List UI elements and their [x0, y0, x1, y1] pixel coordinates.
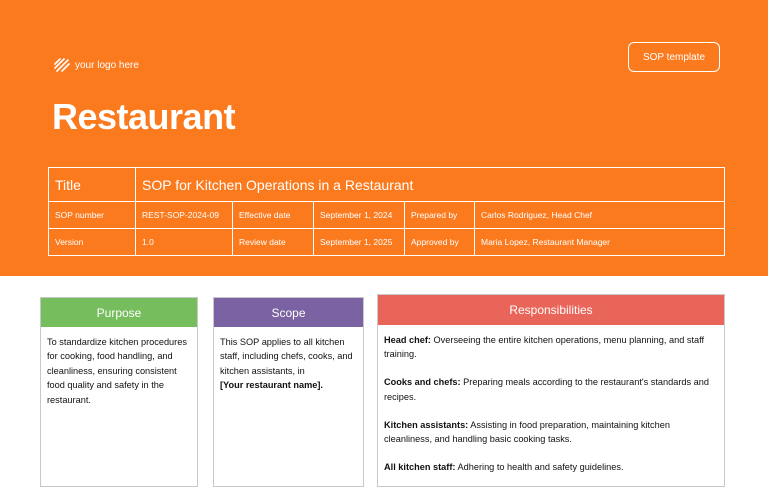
- sop-number-value: REST-SOP-2024-09: [136, 202, 233, 229]
- role-description: Overseeing the entire kitchen operations, menu planning, and staff training.: [384, 335, 705, 360]
- role-description: Assisting in food preparation, maintaining kitchen cleanliness, and handling basic cooking tasks.: [384, 419, 670, 445]
- role-label: Cooks and chefs:: [384, 377, 461, 388]
- list-item: [384, 418, 718, 447]
- logo-stripes-icon: [54, 58, 70, 72]
- list-item: [384, 460, 718, 474]
- list-item: [384, 375, 718, 404]
- purpose-text: To standardize kitchen procedures for cooking, food handling, and cleanliness, ensuring consistent food quality and safety in the restaurant.: [47, 337, 187, 405]
- version-label: Version: [49, 229, 136, 256]
- responsibilities-heading: Responsibilities: [378, 295, 724, 325]
- review-date-label: Review date: [233, 229, 314, 256]
- responsibilities-list: [378, 325, 724, 494]
- title-label: Title: [49, 168, 136, 202]
- responsibilities-card: [377, 294, 725, 487]
- role-label: Kitchen assistants:: [384, 419, 469, 430]
- prepared-by-value: Carlos Rodriguez, Head Chef: [475, 202, 725, 229]
- prepared-by-label: Prepared by: [405, 202, 475, 229]
- purpose-card: [40, 297, 198, 487]
- version-value: 1.0: [136, 229, 233, 256]
- list-item: [384, 333, 718, 362]
- role-description: Adhering to health and safety guidelines.: [455, 461, 624, 472]
- role-label: All kitchen staff:: [384, 461, 456, 472]
- approved-by-value: Maria Lopez, Restaurant Manager: [475, 229, 725, 256]
- review-date-value: September 1, 2025: [314, 229, 405, 256]
- page-title: Restaurant: [52, 96, 236, 137]
- logo: [54, 57, 139, 73]
- scope-card: [213, 297, 364, 487]
- scope-body: [214, 327, 363, 401]
- approved-by-label: Approved by: [405, 229, 475, 256]
- sop-number-label: SOP number: [49, 202, 136, 229]
- scope-suffix: .: [320, 380, 323, 391]
- sop-info-table: [48, 167, 725, 256]
- role-description: Preparing meals according to the restaurant's standards and recipes.: [384, 377, 710, 402]
- effective-date-value: September 1, 2024: [314, 202, 405, 229]
- role-label: Head chef:: [384, 335, 431, 345]
- effective-date-label: Effective date: [233, 202, 314, 229]
- scope-text: This SOP applies to all kitchen staff, including chefs, cooks, and kitchen assistants, in: [220, 337, 353, 376]
- scope-restaurant-placeholder: [Your restaurant name]: [220, 380, 321, 391]
- sop-template-badge: SOP template: [628, 42, 720, 72]
- title-value: SOP for Kitchen Operations in a Restaurant: [136, 168, 725, 202]
- scope-heading: Scope: [214, 298, 363, 327]
- purpose-heading: Purpose: [41, 298, 197, 327]
- logo-text: your logo here: [75, 59, 139, 71]
